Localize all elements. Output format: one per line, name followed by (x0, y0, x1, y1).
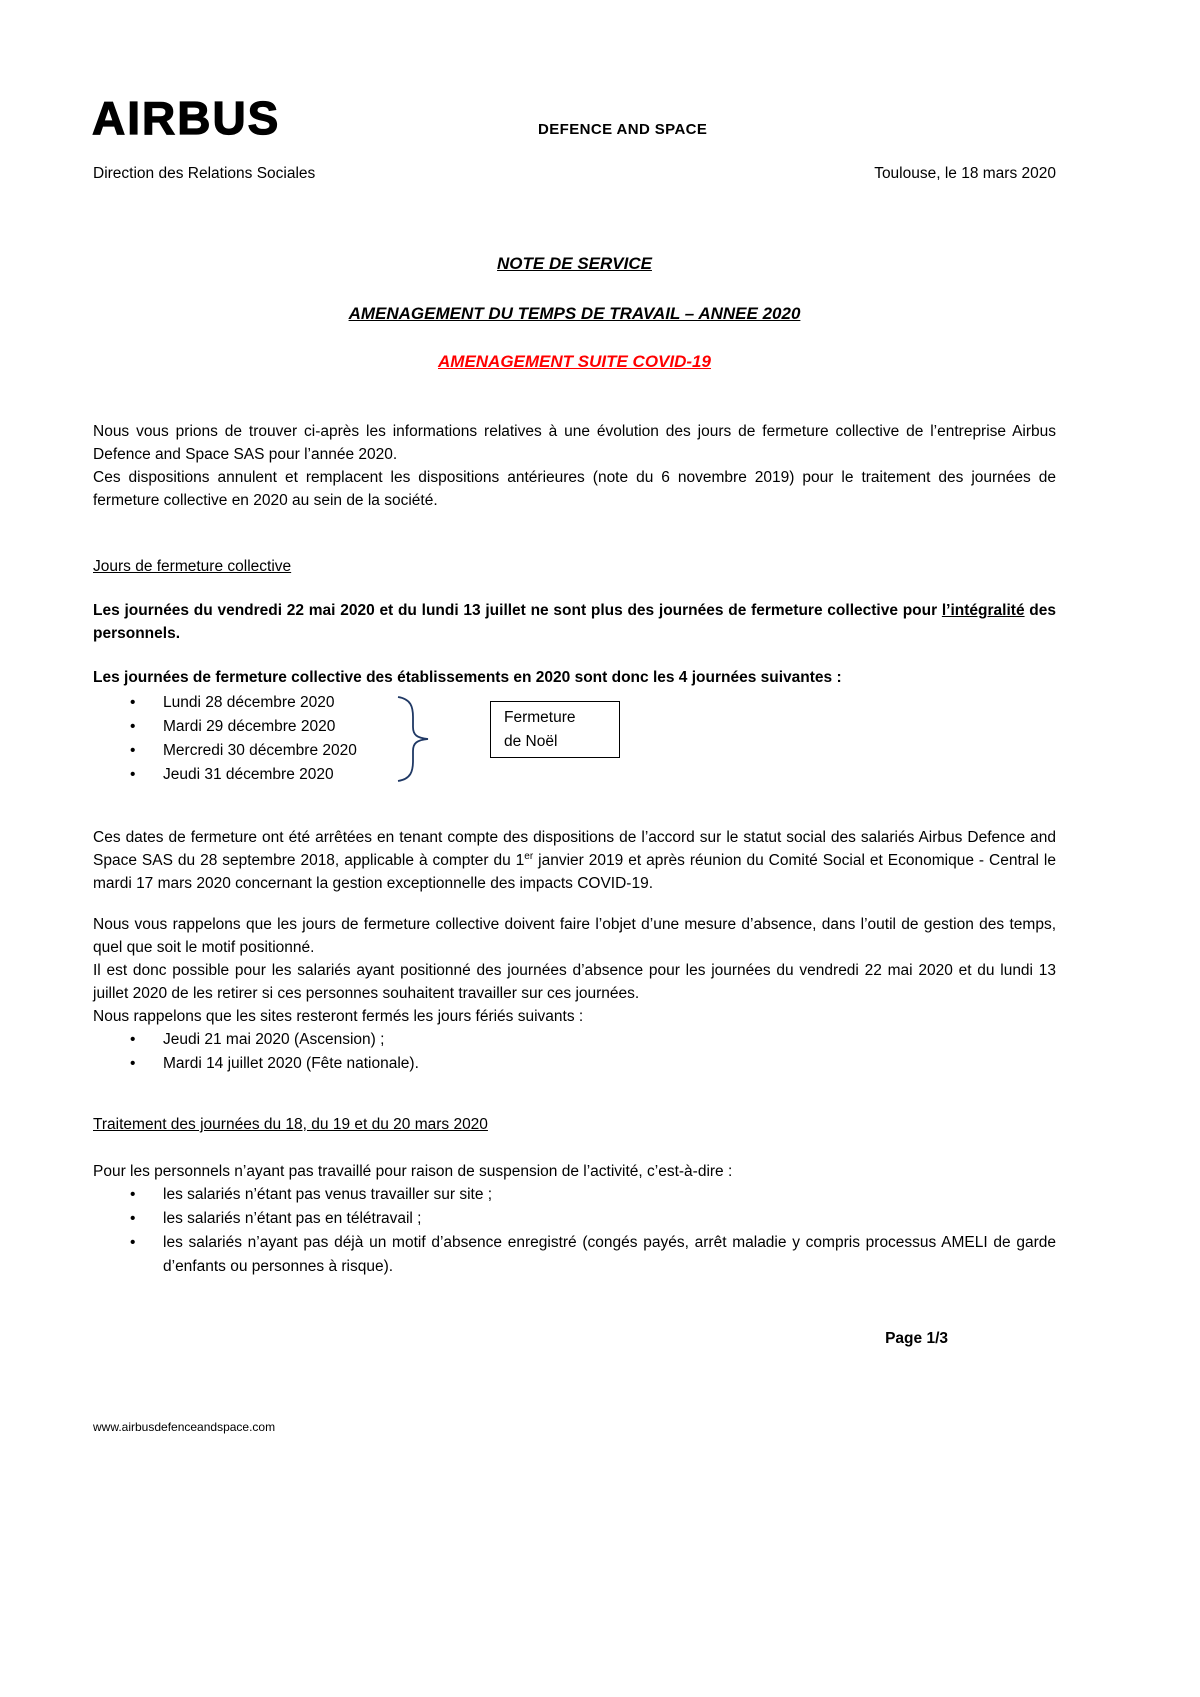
emphasis-part2: des personnels. (93, 602, 1057, 642)
closure-day: Lundi 28 décembre 2020 (163, 694, 335, 711)
doc-subtitle (93, 302, 1056, 326)
section2-bullet: les salariés n’ayant pas déjà un motif d’absence enregistré (congés payés, arrêt maladie y compris processus AMELI de garde d’enfants ou personnes à risque). (163, 1234, 1056, 1275)
intro-block (93, 420, 1056, 512)
closure-day: Mardi 29 décembre 2020 (163, 718, 336, 735)
page-number: Page 1/3 (885, 1330, 948, 1347)
section2-bullet: les salariés n’étant pas venus travailler sur site ; (163, 1186, 493, 1203)
section2-bullet: les salariés n’étant pas en télétravail ; (163, 1210, 422, 1227)
division-label: DEFENCE AND SPACE (538, 121, 708, 138)
doc-subtitle-covid (93, 350, 1056, 374)
airbus-logo: AIRBUS (92, 92, 281, 144)
closure-day: Jeudi 31 décembre 2020 (163, 766, 334, 783)
list-item (130, 763, 1056, 787)
dateline: Toulouse, le 18 mars 2020 (874, 165, 1056, 182)
dates-part2: janvier 2019 et après réunion du Comité Social et Economique - Central le mardi 17 mars 2020 concernant la gestion exceptionnelle des impacts COVID-19. (93, 852, 1056, 892)
doc-title-text: NOTE DE SERVICE (497, 254, 652, 273)
reminder-block (93, 913, 1056, 1028)
section1-heading (93, 555, 1056, 578)
emphasis-paragraph (93, 599, 1056, 645)
section2-list (130, 1183, 1056, 1279)
holidays-list (130, 1028, 1056, 1076)
section2-heading-text: Traitement des journées du 18, du 19 et du 20 mars 2020 (93, 1116, 488, 1133)
brace-path (398, 697, 428, 781)
section1-heading-text: Jours de fermeture collective (93, 558, 292, 575)
doc-subtitle-text: AMENAGEMENT DU TEMPS DE TRAVAIL – ANNEE 2020 (348, 304, 801, 323)
reminder-paragraph-3: Nous rappelons que les sites resteront fermés les jours fériés suivants : (93, 1008, 584, 1025)
closure-day: Mercredi 30 décembre 2020 (163, 742, 357, 759)
intro-paragraph-2: Ces dispositions annulent et remplacent les dispositions antérieures (note du 6 novembre 2019) pour le traitement des journées de fermeture collective en 2020 au sein de la société. (93, 469, 1056, 509)
list-item (130, 1231, 1056, 1279)
reminder-paragraph-1: Nous vous rappelons que les jours de fermeture collective doivent faire l’objet d’une mesure d’absence, dans l’outil de gestion des temps, quel que soit le motif positionné. (93, 916, 1056, 956)
intro-paragraph-1: Nous vous prions de trouver ci-après les informations relatives à une évolution des jours de fermeture collective de l’entreprise Airbus Defence and Space SAS pour l’année 2020. (93, 423, 1056, 463)
holiday: Mardi 14 juillet 2020 (Fête nationale). (163, 1055, 419, 1072)
section2-heading (93, 1113, 1056, 1136)
closure-list-intro: Les journées de fermeture collective des établissements en 2020 sont donc les 4 journées suivantes : (93, 669, 842, 686)
callout-line1: Fermeture (504, 709, 576, 726)
grouping-brace-icon (395, 693, 435, 785)
doc-title (93, 252, 1056, 276)
list-item (130, 1052, 1056, 1076)
christmas-closure-callout (490, 701, 620, 758)
dates-part1: Ces dates de fermeture ont été arrêtées en tenant compte des dispositions de l’accord sur le statut social des salariés Airbus Defence and Space SAS du 28 septembre 2018, applicable à compter du 1 (93, 829, 1056, 869)
holiday: Jeudi 21 mai 2020 (Ascension) ; (163, 1031, 385, 1048)
department-label: Direction des Relations Sociales (93, 165, 316, 182)
list-item (130, 1207, 1056, 1231)
list-item (130, 1183, 1056, 1207)
callout-line2: de Noël (504, 733, 558, 750)
closure-days-row (93, 691, 1056, 791)
doc-subtitle-covid-text: AMENAGEMENT SUITE COVID-19 (438, 352, 711, 371)
reminder-paragraph-2: Il est donc possible pour les salariés ayant positionné des journées d’absence pour les journées du vendredi 22 mai 2020 et du lundi 13 juillet 2020 de les retirer si ces personnes souhaitent travailler sur ces journées. (93, 962, 1056, 1002)
header-row (93, 162, 1056, 185)
list-item (130, 1028, 1056, 1052)
emphasis-underlined: l’intégralité (941, 602, 1025, 619)
dates-paragraph (93, 826, 1056, 895)
section2-intro: Pour les personnels n’ayant pas travaillé pour raison de suspension de l’activité, c’est-à-dire : (93, 1163, 733, 1180)
emphasis-part1: Les journées du vendredi 22 mai 2020 et du lundi 13 juillet ne sont plus des journées de fermeture collective pour (93, 602, 942, 619)
footer-website: www.airbusdefenceandspace.com (93, 1420, 276, 1434)
superscript-er: er (524, 850, 534, 862)
